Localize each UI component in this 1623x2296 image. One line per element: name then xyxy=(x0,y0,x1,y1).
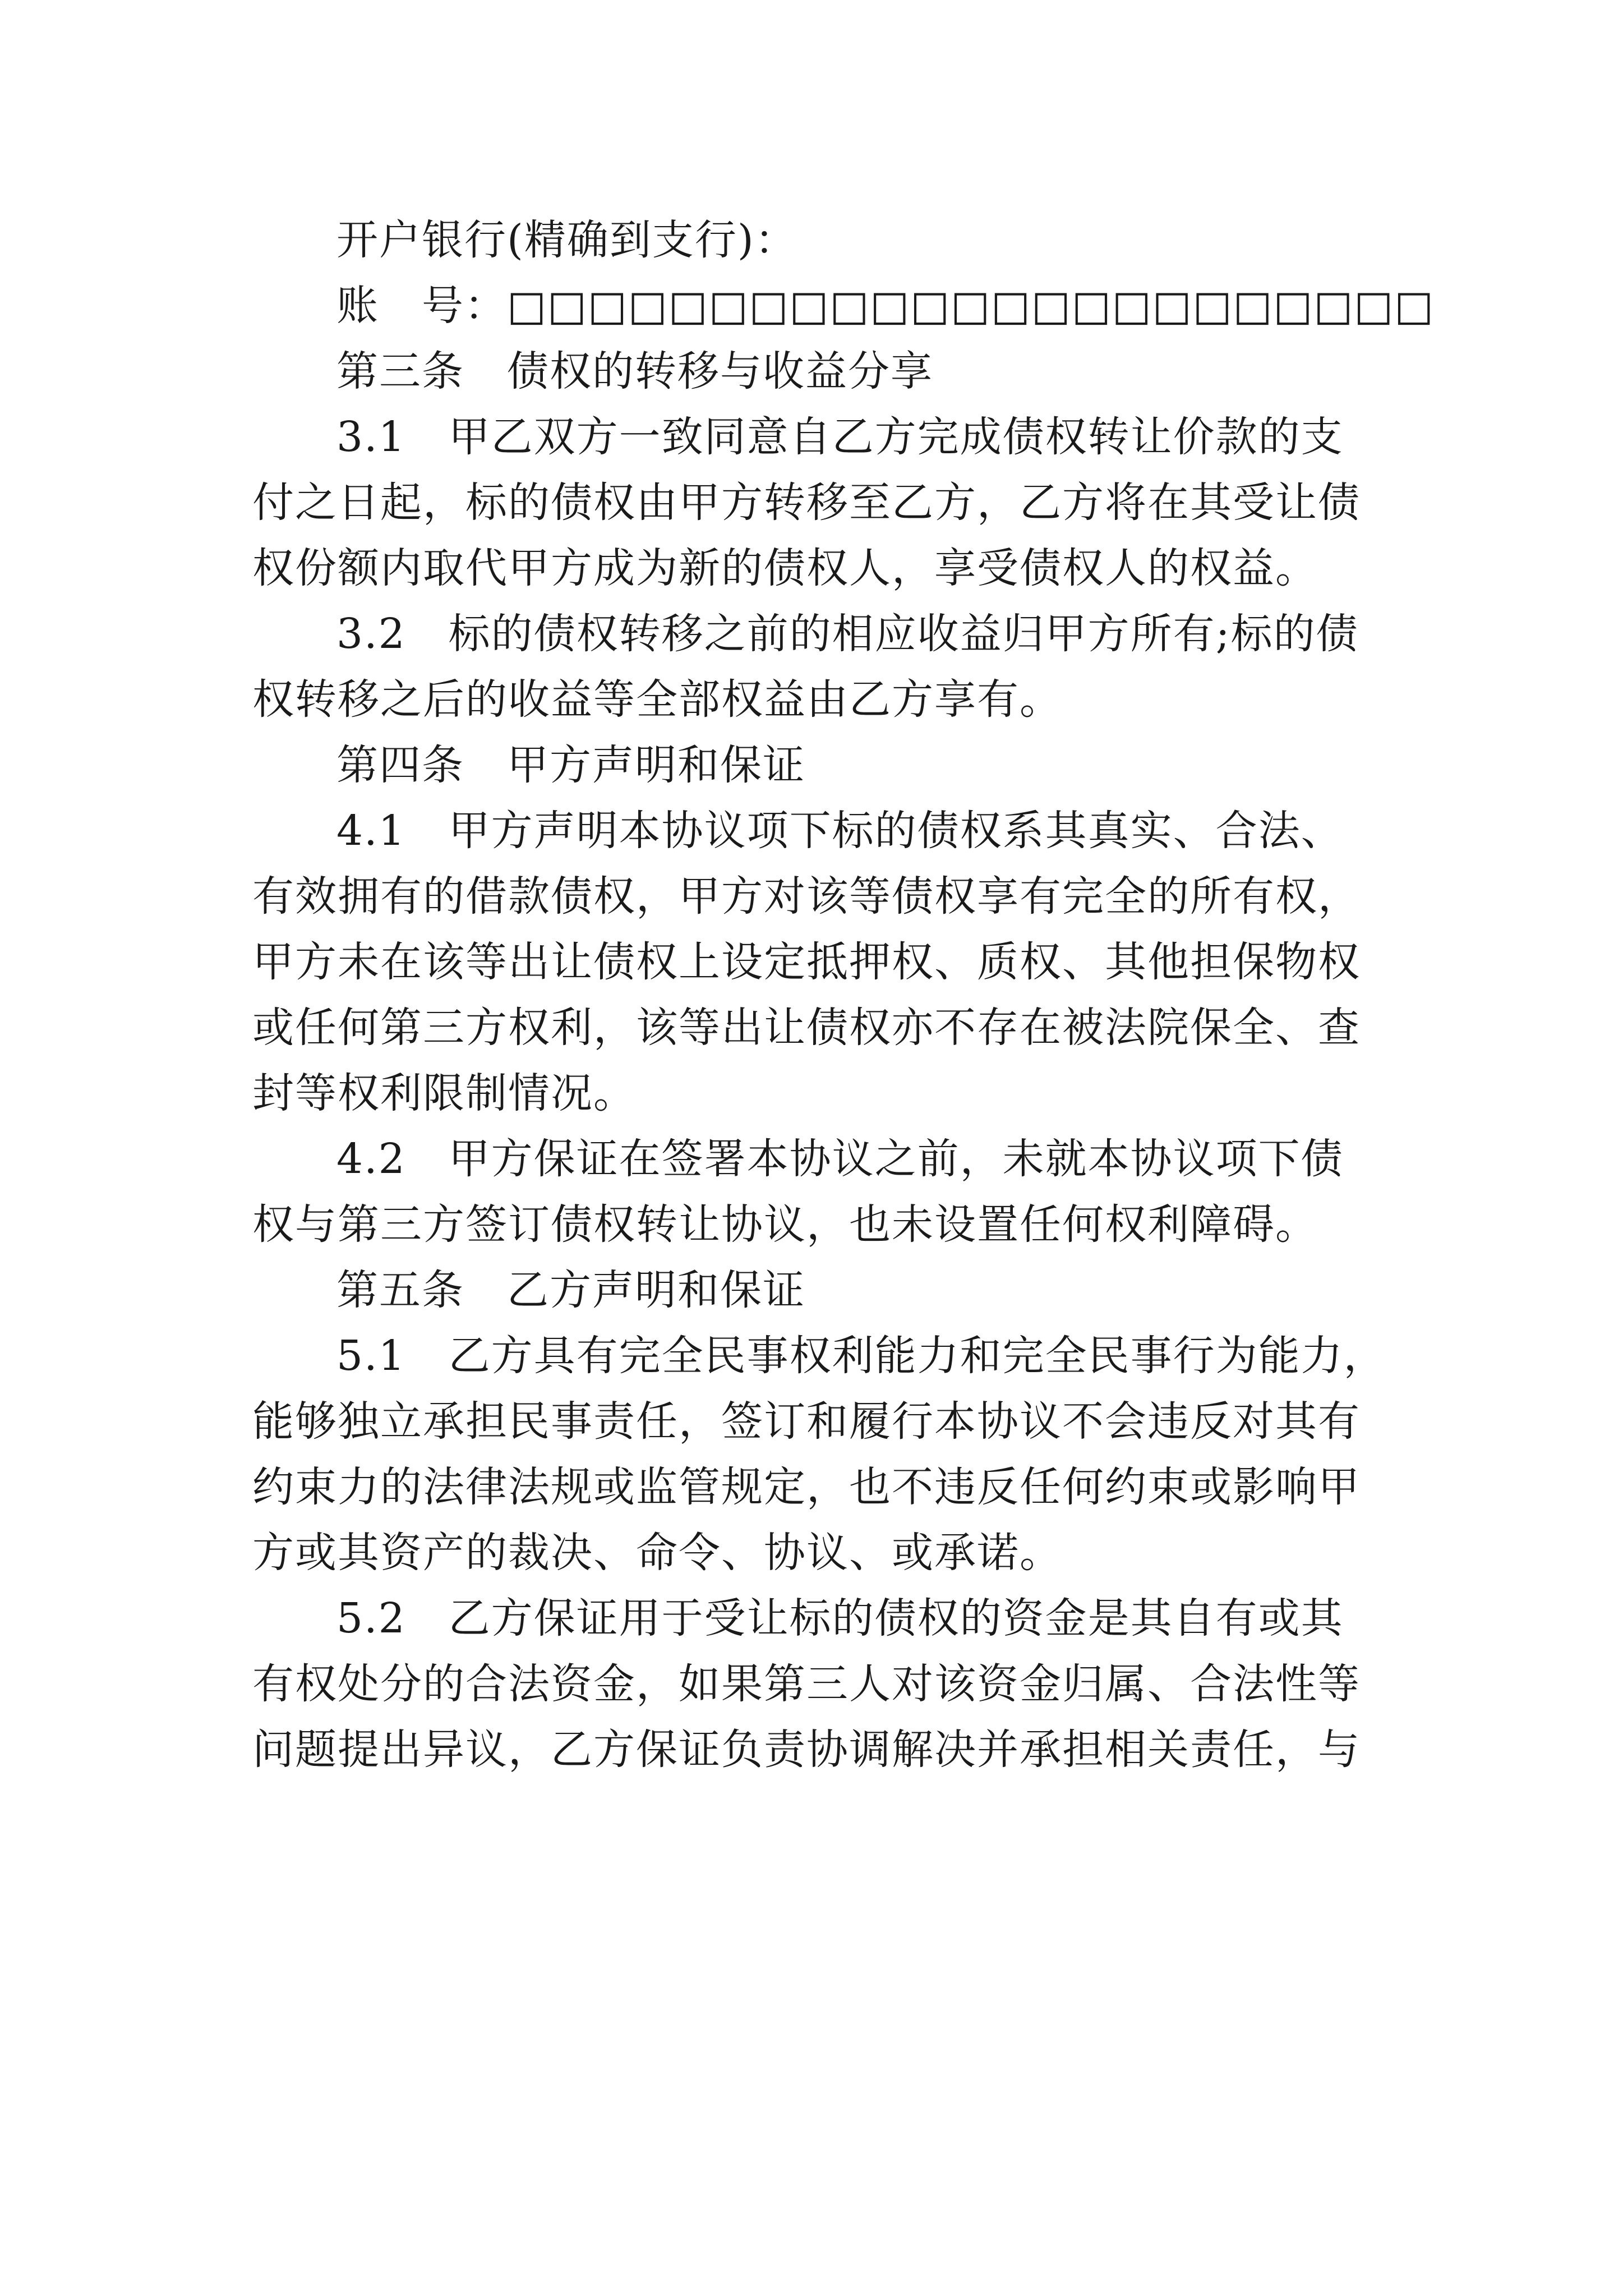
clause-5-2-line-3: 问题提出异议，乙方保证负责协调解决并承担相关责任，与 xyxy=(252,1726,1361,1774)
bank-name-line: 开户银行(精确到支行)： xyxy=(336,216,797,264)
clause-3-2-line-2: 权转移之后的收益等全部权益由乙方享有。 xyxy=(252,675,1062,724)
article-3-heading: 第三条 债权的转移与收益分享 xyxy=(336,347,933,395)
clause-4-2-line-1: 4.2 甲方保证在签署本协议之前，未就本协议项下债 xyxy=(336,1135,1344,1183)
clause-5-1-line-1: 5.1 乙方具有完全民事权利能力和完全民事行为能力， xyxy=(336,1332,1386,1380)
document-body xyxy=(252,208,1435,1783)
article-5-heading: 第五条 乙方声明和保证 xyxy=(336,1266,805,1314)
clause-3-1-line-3: 权份额内取代甲方成为新的债权人，享受债权人的权益。 xyxy=(252,544,1318,592)
clause-3-2-line-1: 3.2 标的债权转移之前的相应收益归甲方所有;标的债 xyxy=(336,610,1359,658)
clause-4-1-line-3: 甲方未在该等出让债权上设定抵押权、质权、其他担保物权 xyxy=(252,938,1361,986)
article-4-heading: 第四条 甲方声明和保证 xyxy=(336,741,805,789)
clause-5-1-line-2: 能够独立承担民事责任，签订和履行本协议不会违反对其有 xyxy=(252,1397,1361,1446)
clause-3-1-line-2: 付之日起，标的债权由甲方转移至乙方，乙方将在其受让债 xyxy=(252,478,1361,527)
clause-4-1-line-2: 有效拥有的借款债权，甲方对该等债权享有完全的所有权， xyxy=(252,872,1361,921)
clause-4-1-line-1: 4.1 甲方声明本协议项下标的债权系其真实、合法、 xyxy=(336,807,1344,855)
clause-4-1-line-4: 或任何第三方权利，该等出让债权亦不存在被法院保全、查 xyxy=(252,1004,1361,1052)
clause-4-2-line-2: 权与第三方签订债权转让协议，也未设置任何权利障碍。 xyxy=(252,1200,1318,1249)
account-number-line: 账 号：□□□□□□□□□□□□□□□□□□□□□□□ xyxy=(336,282,1435,330)
clause-5-1-line-3: 约束力的法律法规或监管规定，也不违反任何约束或影响甲 xyxy=(252,1463,1361,1511)
clause-5-1-line-4: 方或其资产的裁决、命令、协议、或承诺。 xyxy=(252,1529,1062,1577)
clause-5-2-line-1: 5.2 乙方保证用于受让标的债权的资金是其自有或其 xyxy=(336,1594,1344,1642)
clause-3-1-line-1: 3.1 甲乙双方一致同意自乙方完成债权转让价款的支 xyxy=(336,413,1344,461)
clause-4-1-line-5: 封等权利限制情况。 xyxy=(252,1069,636,1117)
clause-5-2-line-2: 有权处分的合法资金，如果第三人对该资金归属、合法性等 xyxy=(252,1660,1361,1708)
